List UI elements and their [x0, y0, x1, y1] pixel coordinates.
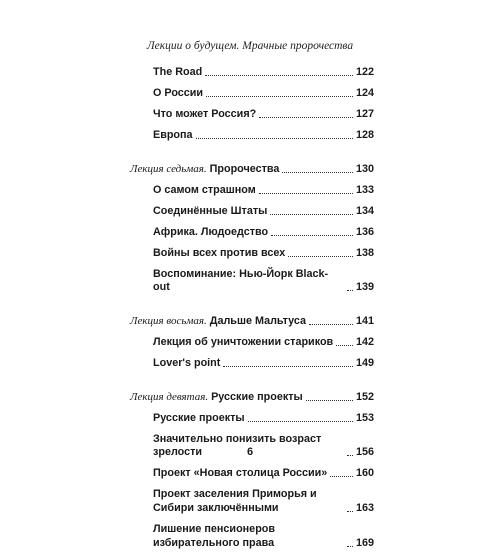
leader-dots — [347, 290, 353, 291]
toc-entry-title: Войны всех против всех — [153, 247, 286, 259]
table-of-contents — [130, 66, 374, 558]
leader-dots — [282, 172, 353, 173]
toc-entry-title: Lover's point — [153, 357, 221, 369]
toc-lecture-entry[interactable] — [130, 391, 374, 404]
toc-entry-page: 169 — [355, 537, 374, 549]
leader-dots — [288, 256, 353, 257]
toc-entry-title: Африка. Людоедство — [153, 226, 269, 238]
leader-dots — [330, 476, 353, 477]
toc-entry-page: 149 — [355, 357, 374, 369]
toc-entry-title: Лекция об уничтожении стариков — [153, 336, 334, 348]
section-gap — [130, 302, 374, 315]
toc-entry-page: 127 — [355, 108, 374, 120]
toc-entry[interactable] — [130, 467, 374, 480]
leader-dots — [347, 546, 353, 547]
toc-entry[interactable] — [130, 108, 374, 121]
toc-lecture-entry[interactable] — [130, 163, 374, 176]
lecture-title: Русские проекты — [211, 391, 303, 403]
toc-entry-page: 130 — [355, 163, 374, 175]
lecture-label: Лекция восьмая. — [130, 315, 207, 327]
section-gap — [130, 150, 374, 163]
toc-entry-title: Проект заселения Приморья и Сибири заключёнными — [153, 488, 317, 514]
toc-entry-page: 136 — [355, 226, 374, 238]
toc-lecture-heading — [130, 315, 306, 328]
toc-entry-title: Проект «Новая столица России» — [153, 467, 328, 479]
toc-entry-page: 138 — [355, 247, 374, 259]
toc-entry-page: 141 — [355, 315, 374, 327]
toc-entry-page: 152 — [355, 391, 374, 403]
toc-lecture-heading — [130, 391, 303, 404]
toc-entry-title: Соединённые Штаты — [153, 205, 268, 217]
toc-entry-title: Лишение пенсионеров избирательного права — [153, 523, 276, 549]
lecture-title: Дальше Мальтуса — [209, 315, 307, 327]
lecture-label: Лекция девятая. — [130, 391, 209, 403]
toc-entry[interactable] — [130, 184, 374, 197]
toc-entry-page: 142 — [355, 336, 374, 348]
toc-entry-page: 160 — [355, 467, 374, 479]
toc-entry[interactable] — [130, 226, 374, 239]
toc-entry-title: Что может Россия? — [153, 108, 257, 120]
toc-entry-title: The Road — [153, 66, 203, 78]
leader-dots — [336, 345, 353, 346]
toc-entry-title: Значительно понизить возраст зрелости — [153, 433, 322, 458]
leader-dots — [205, 75, 353, 76]
toc-entry-page: 153 — [355, 412, 374, 424]
toc-entry-title: О России — [153, 87, 204, 99]
toc-entry-title: Русские проекты — [153, 412, 245, 424]
toc-entry[interactable] — [130, 336, 374, 349]
section-gap — [130, 378, 374, 391]
toc-entry[interactable] — [130, 129, 374, 142]
toc-entry[interactable] — [130, 205, 374, 218]
toc-entry-page: 128 — [355, 129, 374, 141]
leader-dots — [259, 193, 353, 194]
leader-dots — [259, 117, 353, 118]
toc-entry-page: 133 — [355, 184, 374, 196]
leader-dots — [309, 324, 353, 325]
leader-dots — [347, 511, 353, 512]
toc-entry[interactable] — [130, 412, 374, 425]
page-number: 6 — [246, 446, 254, 458]
toc-entry-page: 122 — [355, 66, 374, 78]
leader-dots — [271, 235, 353, 236]
toc-entry[interactable] — [130, 247, 374, 260]
toc-entry[interactable] — [130, 268, 374, 294]
leader-dots — [248, 421, 353, 422]
lecture-title: Пророчества — [209, 163, 280, 175]
toc-entry[interactable] — [130, 66, 374, 79]
toc-lecture-entry[interactable] — [130, 315, 374, 328]
leader-dots — [270, 214, 353, 215]
toc-entry[interactable] — [130, 87, 374, 100]
toc-entry-page: 163 — [355, 502, 374, 514]
toc-entry[interactable] — [130, 523, 374, 550]
toc-lecture-heading — [130, 163, 279, 176]
lecture-label: Лекция седьмая. — [130, 163, 207, 175]
toc-entry-page: 156 — [355, 446, 374, 458]
toc-entry[interactable] — [130, 357, 374, 370]
toc-entry[interactable] — [130, 488, 374, 515]
toc-entry-title: Воспоминание: Нью-Йорк Black-out — [153, 268, 329, 293]
toc-entry-page: 124 — [355, 87, 374, 99]
toc-entry-title: Европа — [153, 129, 193, 141]
toc-entry-title: О самом страшном — [153, 184, 256, 196]
toc-entry-page: 134 — [355, 205, 374, 217]
leader-dots — [223, 366, 353, 367]
toc-entry-page: 139 — [355, 281, 374, 293]
running-head: Лекции о будущем. Мрачные пророчества — [146, 40, 354, 52]
leader-dots — [206, 96, 353, 97]
leader-dots — [196, 138, 353, 139]
leader-dots — [306, 400, 353, 401]
